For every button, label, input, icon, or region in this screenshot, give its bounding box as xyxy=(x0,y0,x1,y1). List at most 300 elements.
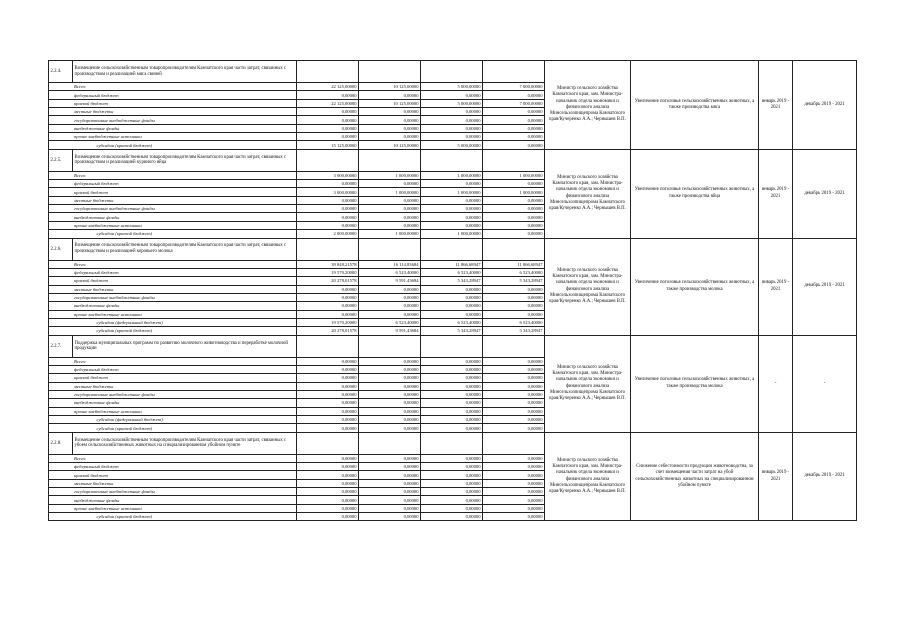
amount-cell: 0,00000 xyxy=(421,479,483,487)
empty-cell xyxy=(359,149,421,171)
row-spacer-cell xyxy=(49,390,73,398)
amount-cell: 0,00000 xyxy=(297,293,359,301)
row-label: субсидии (краевой бюджет) xyxy=(73,141,297,149)
amount-cell: 0,00000 xyxy=(297,513,359,521)
amount-cell: 0,00000 xyxy=(483,180,545,188)
row-label: субсидии (краевой бюджет) xyxy=(73,230,297,238)
section-start-date: январь 2019 - 2021 xyxy=(759,238,793,335)
amount-cell: 1 000,00000 xyxy=(421,188,483,196)
budget-table-body xyxy=(49,61,857,521)
amount-cell: 0,00000 xyxy=(421,463,483,471)
amount-cell: 0,00000 xyxy=(297,365,359,373)
row-label: государственные внебюджетные фонды xyxy=(73,116,297,124)
amount-cell: 3 000,00000 xyxy=(297,188,359,196)
amount-cell: 0,00000 xyxy=(359,488,421,496)
row-label: субсидии (краевой бюджет) xyxy=(73,513,297,521)
amount-cell: 0,00000 xyxy=(421,180,483,188)
amount-cell: 5 343,28947 xyxy=(421,327,483,335)
row-label: местные бюджеты xyxy=(73,196,297,204)
row-label: краевой бюджет xyxy=(73,99,297,107)
amount-cell: 3 000,00000 xyxy=(297,171,359,179)
row-spacer-cell xyxy=(49,454,73,462)
row-spacer-cell xyxy=(49,116,73,124)
row-spacer-cell xyxy=(49,205,73,213)
row-label: государственные внебюджетные фонды xyxy=(73,293,297,301)
amount-cell: 0,00000 xyxy=(359,108,421,116)
amount-cell: 22 125,00000 xyxy=(297,99,359,107)
amount-cell: 0,00000 xyxy=(297,108,359,116)
row-label: краевой бюджет xyxy=(73,277,297,285)
row-spacer-cell xyxy=(49,133,73,141)
section-title: Возмещение сельскохозяйственным товаропроизводителям Камчатского края части затрат, связанных с производством и реализацией куриного яйца xyxy=(73,149,297,171)
amount-cell: 0,00000 xyxy=(483,116,545,124)
amount-cell: 0,00000 xyxy=(483,108,545,116)
amount-cell: 0,00000 xyxy=(483,293,545,301)
amount-cell: 0,00000 xyxy=(359,213,421,221)
amount-cell: 0,00000 xyxy=(359,407,421,415)
amount-cell: 0,00000 xyxy=(421,416,483,424)
amount-cell: 0,00000 xyxy=(483,488,545,496)
section-code: 2.2.7. xyxy=(49,335,73,357)
amount-cell: 22 125,00000 xyxy=(297,83,359,91)
amount-cell: 0,00000 xyxy=(421,205,483,213)
row-label: прочие внебюджетные источники xyxy=(73,221,297,229)
amount-cell: 5 000,00000 xyxy=(421,99,483,107)
amount-cell: 0,00000 xyxy=(483,365,545,373)
row-spacer-cell xyxy=(49,479,73,487)
amount-cell: 0,00000 xyxy=(297,407,359,415)
amount-cell: 0,00000 xyxy=(483,205,545,213)
amount-cell: 5 343,28947 xyxy=(483,277,545,285)
row-spacer-cell xyxy=(49,318,73,326)
amount-cell: 6 523,40000 xyxy=(359,268,421,276)
amount-cell: 5 000,00000 xyxy=(421,83,483,91)
row-spacer-cell xyxy=(49,416,73,424)
row-label: местные бюджеты xyxy=(73,479,297,487)
amount-cell: 0,00000 xyxy=(483,230,545,238)
section-executor: Министр сельского хозяйства Камчатского края, зам. Министра-начальник отдела экономики и финансового анализа Минсельхозпищепрома Камчатского края/Кучеренко А.А.; Чернышев В.П. xyxy=(545,432,631,521)
row-spacer-cell xyxy=(49,221,73,229)
amount-cell: 0,00000 xyxy=(297,399,359,407)
amount-cell: 0,00000 xyxy=(483,424,545,432)
section-start-date: - xyxy=(759,335,793,432)
amount-cell: 0,00000 xyxy=(359,463,421,471)
amount-cell: 0,00000 xyxy=(359,399,421,407)
amount-cell: 0,00000 xyxy=(359,424,421,432)
row-spacer-cell xyxy=(49,424,73,432)
row-label: прочие внебюджетные источники xyxy=(73,310,297,318)
amount-cell: 0,00000 xyxy=(421,471,483,479)
section-code: 2.2.5. xyxy=(49,149,73,171)
section-header-row xyxy=(49,432,857,454)
amount-cell: 0,00000 xyxy=(421,374,483,382)
amount-cell: 9 591,43684 xyxy=(359,277,421,285)
empty-cell xyxy=(297,335,359,357)
amount-cell: 0,00000 xyxy=(483,221,545,229)
amount-cell: 7 000,00000 xyxy=(483,83,545,91)
row-label: местные бюджеты xyxy=(73,108,297,116)
amount-cell: 0,00000 xyxy=(359,504,421,512)
row-spacer-cell xyxy=(49,196,73,204)
amount-cell: 0,00000 xyxy=(359,124,421,132)
row-spacer-cell xyxy=(49,365,73,373)
amount-cell: 0,00000 xyxy=(297,424,359,432)
row-label: субсидии (краевой бюджет) xyxy=(73,424,297,432)
amount-cell: 0,00000 xyxy=(359,374,421,382)
amount-cell: 0,00000 xyxy=(483,196,545,204)
amount-cell: 0,00000 xyxy=(421,213,483,221)
row-spacer-cell xyxy=(49,91,73,99)
amount-cell: 0,00000 xyxy=(297,116,359,124)
section-title: Возмещение сельскохозяйственным товаропроизводителям Камчатского края части затрат, связанных с убоем сельскохозяйственных животных на специализированном убойном пункте xyxy=(73,432,297,454)
amount-cell: 0,00000 xyxy=(297,390,359,398)
row-label: внебюджетные фонды xyxy=(73,213,297,221)
amount-cell: 0,00000 xyxy=(297,124,359,132)
amount-cell: 0,00000 xyxy=(421,504,483,512)
row-label: краевой бюджет xyxy=(73,188,297,196)
amount-cell: 0,00000 xyxy=(297,463,359,471)
amount-cell: 0,00000 xyxy=(483,357,545,365)
row-spacer-cell xyxy=(49,407,73,415)
amount-cell: 0,00000 xyxy=(483,285,545,293)
row-spacer-cell xyxy=(49,268,73,276)
amount-cell: 0,00000 xyxy=(297,133,359,141)
amount-cell: 7 000,00000 xyxy=(483,99,545,107)
amount-cell: 10 125,00000 xyxy=(359,141,421,149)
amount-cell: 0,00000 xyxy=(359,205,421,213)
amount-cell: 0,00000 xyxy=(297,205,359,213)
amount-cell: 0,00000 xyxy=(483,463,545,471)
empty-cell xyxy=(297,149,359,171)
amount-cell: 0,00000 xyxy=(421,454,483,462)
section-executor: Министр сельского хозяйства Камчатского края, зам. Министра-начальник отдела экономики и финансового анализа Минсельхозпищепрома Камчатского края/Кучеренко А.А.; Чернышев В.П. xyxy=(545,238,631,335)
amount-cell: 0,00000 xyxy=(359,513,421,521)
amount-cell: 1 000,00000 xyxy=(421,171,483,179)
amount-cell: 0,00000 xyxy=(359,471,421,479)
amount-cell: 0,00000 xyxy=(359,357,421,365)
amount-cell: 0,00000 xyxy=(359,479,421,487)
row-spacer-cell xyxy=(49,382,73,390)
amount-cell: 0,00000 xyxy=(421,310,483,318)
amount-cell: 20 278,01578 xyxy=(297,327,359,335)
row-spacer-cell xyxy=(49,310,73,318)
section-title: Возмещение сельскохозяйственным товаропроизводителям Камчатского края части затрат, связанных с производством и реализацией мяса свиней xyxy=(73,61,297,83)
section-result: Увеличение поголовья сельскохозяйственных животных, а также производства молока xyxy=(631,238,759,335)
empty-cell xyxy=(483,61,545,83)
section-header-row xyxy=(49,149,857,171)
amount-cell: 11 866,68947 xyxy=(421,260,483,268)
amount-cell: 0,00000 xyxy=(483,416,545,424)
amount-cell: 0,00000 xyxy=(483,382,545,390)
section-start-date: январь 2019 - 2021 xyxy=(759,149,793,238)
amount-cell: 5 000,00000 xyxy=(421,141,483,149)
amount-cell: 0,00000 xyxy=(421,116,483,124)
amount-cell: 0,00000 xyxy=(483,479,545,487)
amount-cell: 10 125,00000 xyxy=(359,83,421,91)
amount-cell: 2 000,00000 xyxy=(297,230,359,238)
amount-cell: 0,00000 xyxy=(297,91,359,99)
amount-cell: 0,00000 xyxy=(297,213,359,221)
section-title: Поддержка муниципальных программ по развитию молочного животноводства и переработке молочной продукции xyxy=(73,335,297,357)
row-label: Всего: xyxy=(73,171,297,179)
row-spacer-cell xyxy=(49,108,73,116)
section-start-date: январь 2019 - 2021 xyxy=(759,61,793,150)
amount-cell: 0,00000 xyxy=(297,382,359,390)
amount-cell: 0,00000 xyxy=(359,302,421,310)
amount-cell: 0,00000 xyxy=(297,302,359,310)
amount-cell: 0,00000 xyxy=(483,496,545,504)
amount-cell: 0,00000 xyxy=(483,471,545,479)
amount-cell: 6 523,40000 xyxy=(483,268,545,276)
amount-cell: 0,00000 xyxy=(359,496,421,504)
row-label: внебюджетные фонды xyxy=(73,496,297,504)
row-spacer-cell xyxy=(49,124,73,132)
row-label: субсидии (федеральный бюджет) xyxy=(73,318,297,326)
row-spacer-cell xyxy=(49,83,73,91)
empty-cell xyxy=(421,149,483,171)
amount-cell: 0,00000 xyxy=(421,513,483,521)
empty-cell xyxy=(483,149,545,171)
amount-cell: 0,00000 xyxy=(359,221,421,229)
section-executor: Министр сельского хозяйства Камчатского края, зам. Министра-начальник отдела экономики и финансового анализа Минсельхозпищепрома Камчатского края/Кучеренко А.А.; Чернышев В.П. xyxy=(545,61,631,150)
amount-cell: 6 523,40000 xyxy=(483,318,545,326)
row-label: федеральный бюджет xyxy=(73,365,297,373)
amount-cell: 0,00000 xyxy=(421,424,483,432)
amount-cell: 0,00000 xyxy=(421,108,483,116)
section-header-row xyxy=(49,335,857,357)
empty-cell xyxy=(421,335,483,357)
amount-cell: 1 000,00000 xyxy=(483,188,545,196)
amount-cell: 1 000,00000 xyxy=(359,188,421,196)
amount-cell: 0,00000 xyxy=(483,302,545,310)
amount-cell: 15 125,00000 xyxy=(297,141,359,149)
amount-cell: 5 343,28947 xyxy=(421,277,483,285)
amount-cell: 0,00000 xyxy=(297,479,359,487)
amount-cell: 0,00000 xyxy=(359,293,421,301)
amount-cell: 0,00000 xyxy=(421,302,483,310)
amount-cell: 6 523,40000 xyxy=(421,268,483,276)
amount-cell: 0,00000 xyxy=(297,488,359,496)
amount-cell: 0,00000 xyxy=(421,293,483,301)
row-spacer-cell xyxy=(49,277,73,285)
amount-cell: 39 848,21578 xyxy=(297,260,359,268)
amount-cell: 0,00000 xyxy=(421,488,483,496)
section-code: 2.2.8. xyxy=(49,432,73,454)
empty-cell xyxy=(421,238,483,260)
row-spacer-cell xyxy=(49,488,73,496)
row-label: государственные внебюджетные фонды xyxy=(73,390,297,398)
empty-cell xyxy=(297,238,359,260)
row-spacer-cell xyxy=(49,180,73,188)
amount-cell: 1 000,00000 xyxy=(359,171,421,179)
amount-cell: 11 866,68947 xyxy=(483,260,545,268)
row-spacer-cell xyxy=(49,496,73,504)
row-label: внебюджетные фонды xyxy=(73,302,297,310)
amount-cell: 0,00000 xyxy=(483,454,545,462)
row-label: федеральный бюджет xyxy=(73,91,297,99)
amount-cell: 0,00000 xyxy=(421,221,483,229)
amount-cell: 0,00000 xyxy=(359,310,421,318)
section-end-date: декабрь 2019 - 2021 xyxy=(793,149,857,238)
amount-cell: 0,00000 xyxy=(359,116,421,124)
amount-cell: 0,00000 xyxy=(421,91,483,99)
amount-cell: 0,00000 xyxy=(297,357,359,365)
row-label: Всего: xyxy=(73,83,297,91)
amount-cell: 19 570,20000 xyxy=(297,318,359,326)
row-label: внебюджетные фонды xyxy=(73,399,297,407)
section-executor: Министр сельского хозяйства Камчатского края, зам. Министра-начальник отдела экономики и финансового анализа Минсельхозпищепрома Камчатского края/Кучеренко А.А.; Чернышев В.П. xyxy=(545,149,631,238)
amount-cell: 0,00000 xyxy=(359,91,421,99)
amount-cell: 0,00000 xyxy=(421,124,483,132)
row-spacer-cell xyxy=(49,327,73,335)
row-label: прочие внебюджетные источники xyxy=(73,504,297,512)
amount-cell: 0,00000 xyxy=(483,513,545,521)
section-result: Увеличение поголовья сельскохозяйственных животных, а также производства молока xyxy=(631,335,759,432)
section-header-row xyxy=(49,61,857,83)
amount-cell: 19 570,20000 xyxy=(297,268,359,276)
amount-cell: 0,00000 xyxy=(359,285,421,293)
amount-cell: 0,00000 xyxy=(483,399,545,407)
section-executor: Министр сельского хозяйства Камчатского края, зам. Министра-начальник отдела экономики и финансового анализа Минсельхозпищепрома Камчатского края/Кучеренко А.А.; Чернышев В.П. xyxy=(545,335,631,432)
amount-cell: 0,00000 xyxy=(483,124,545,132)
amount-cell: 0,00000 xyxy=(359,382,421,390)
row-label: федеральный бюджет xyxy=(73,268,297,276)
row-spacer-cell xyxy=(49,293,73,301)
amount-cell: 0,00000 xyxy=(297,196,359,204)
row-spacer-cell xyxy=(49,504,73,512)
empty-cell xyxy=(297,61,359,83)
row-spacer-cell xyxy=(49,471,73,479)
empty-cell xyxy=(359,238,421,260)
row-spacer-cell xyxy=(49,171,73,179)
empty-cell xyxy=(483,432,545,454)
row-spacer-cell xyxy=(49,357,73,365)
row-label: федеральный бюджет xyxy=(73,463,297,471)
amount-cell: 0,00000 xyxy=(359,454,421,462)
amount-cell: 0,00000 xyxy=(297,221,359,229)
amount-cell: 6 523,40000 xyxy=(421,318,483,326)
amount-cell: 0,00000 xyxy=(483,91,545,99)
empty-cell xyxy=(359,61,421,83)
amount-cell: 0,00000 xyxy=(421,407,483,415)
amount-cell: 0,00000 xyxy=(421,382,483,390)
row-spacer-cell xyxy=(49,141,73,149)
section-end-date: декабрь 2019 - 2021 xyxy=(793,61,857,150)
row-label: государственные внебюджетные фонды xyxy=(73,488,297,496)
amount-cell: 0,00000 xyxy=(359,390,421,398)
row-label: государственные внебюджетные фонды xyxy=(73,205,297,213)
empty-cell xyxy=(297,432,359,454)
empty-cell xyxy=(359,335,421,357)
empty-cell xyxy=(359,432,421,454)
empty-cell xyxy=(483,238,545,260)
amount-cell: 10 125,00000 xyxy=(359,99,421,107)
amount-cell: 0,00000 xyxy=(483,141,545,149)
amount-cell: 0,00000 xyxy=(297,310,359,318)
amount-cell: 20 278,01578 xyxy=(297,277,359,285)
row-spacer-cell xyxy=(49,302,73,310)
amount-cell: 0,00000 xyxy=(297,285,359,293)
section-result: Увеличение поголовья сельскохозяйственных животных, а также производства яйца xyxy=(631,149,759,238)
section-code: 2.2.4. xyxy=(49,61,73,83)
row-spacer-cell xyxy=(49,230,73,238)
budget-table xyxy=(48,60,857,521)
amount-cell: 0,00000 xyxy=(297,180,359,188)
row-spacer-cell xyxy=(49,399,73,407)
section-end-date: - xyxy=(793,335,857,432)
amount-cell: 0,00000 xyxy=(483,407,545,415)
amount-cell: 0,00000 xyxy=(297,374,359,382)
row-label: прочие внебюджетные источники xyxy=(73,133,297,141)
amount-cell: 0,00000 xyxy=(421,357,483,365)
amount-cell: 0,00000 xyxy=(297,471,359,479)
row-label: Всего: xyxy=(73,260,297,268)
amount-cell: 0,00000 xyxy=(359,133,421,141)
amount-cell: 9 591,43684 xyxy=(359,327,421,335)
empty-cell xyxy=(421,432,483,454)
row-label: краевой бюджет xyxy=(73,374,297,382)
row-spacer-cell xyxy=(49,463,73,471)
section-end-date: декабрь 2019 - 2021 xyxy=(793,432,857,521)
amount-cell: 16 114,83684 xyxy=(359,260,421,268)
section-start-date: январь 2019 - 2021 xyxy=(759,432,793,521)
amount-cell: 0,00000 xyxy=(483,390,545,398)
row-spacer-cell xyxy=(49,374,73,382)
amount-cell: 0,00000 xyxy=(483,310,545,318)
row-label: внебюджетные фонды xyxy=(73,124,297,132)
amount-cell: 0,00000 xyxy=(359,416,421,424)
amount-cell: 0,00000 xyxy=(421,285,483,293)
row-label: Всего: xyxy=(73,454,297,462)
amount-cell: 0,00000 xyxy=(421,496,483,504)
amount-cell: 0,00000 xyxy=(483,213,545,221)
amount-cell: 0,00000 xyxy=(483,374,545,382)
amount-cell: 0,00000 xyxy=(297,496,359,504)
amount-cell: 1 000,00000 xyxy=(359,230,421,238)
section-end-date: декабрь 2019 - 2021 xyxy=(793,238,857,335)
row-label: субсидии (краевой бюджет) xyxy=(73,327,297,335)
row-spacer-cell xyxy=(49,285,73,293)
row-spacer-cell xyxy=(49,188,73,196)
amount-cell: 6 523,40000 xyxy=(359,318,421,326)
amount-cell: 0,00000 xyxy=(421,390,483,398)
empty-cell xyxy=(483,335,545,357)
row-label: прочие внебюджетные источники xyxy=(73,407,297,415)
row-label: местные бюджеты xyxy=(73,285,297,293)
row-spacer-cell xyxy=(49,213,73,221)
section-header-row xyxy=(49,238,857,260)
row-spacer-cell xyxy=(49,260,73,268)
row-label: местные бюджеты xyxy=(73,382,297,390)
amount-cell: 0,00000 xyxy=(359,196,421,204)
section-result: Снижение себестоимости продукции животноводства, за счет возмещения части затрат на убой сельскохозяйственных животных на специализированном убойном пункте xyxy=(631,432,759,521)
section-title: Возмещение сельскохозяйственным товаропроизводителям Камчатского края части затрат, связанных с производством и реализацией коровьего молока xyxy=(73,238,297,260)
amount-cell: 0,00000 xyxy=(297,504,359,512)
amount-cell: 0,00000 xyxy=(297,416,359,424)
row-label: федеральный бюджет xyxy=(73,180,297,188)
amount-cell: 0,00000 xyxy=(421,196,483,204)
amount-cell: 5 343,28947 xyxy=(483,327,545,335)
row-spacer-cell xyxy=(49,513,73,521)
section-code: 2.2.6. xyxy=(49,238,73,260)
amount-cell: 0,00000 xyxy=(483,133,545,141)
amount-cell: 0,00000 xyxy=(421,365,483,373)
row-label: краевой бюджет xyxy=(73,471,297,479)
amount-cell: 0,00000 xyxy=(421,399,483,407)
amount-cell: 0,00000 xyxy=(359,365,421,373)
amount-cell: 0,00000 xyxy=(297,454,359,462)
amount-cell: 1 000,00000 xyxy=(483,171,545,179)
